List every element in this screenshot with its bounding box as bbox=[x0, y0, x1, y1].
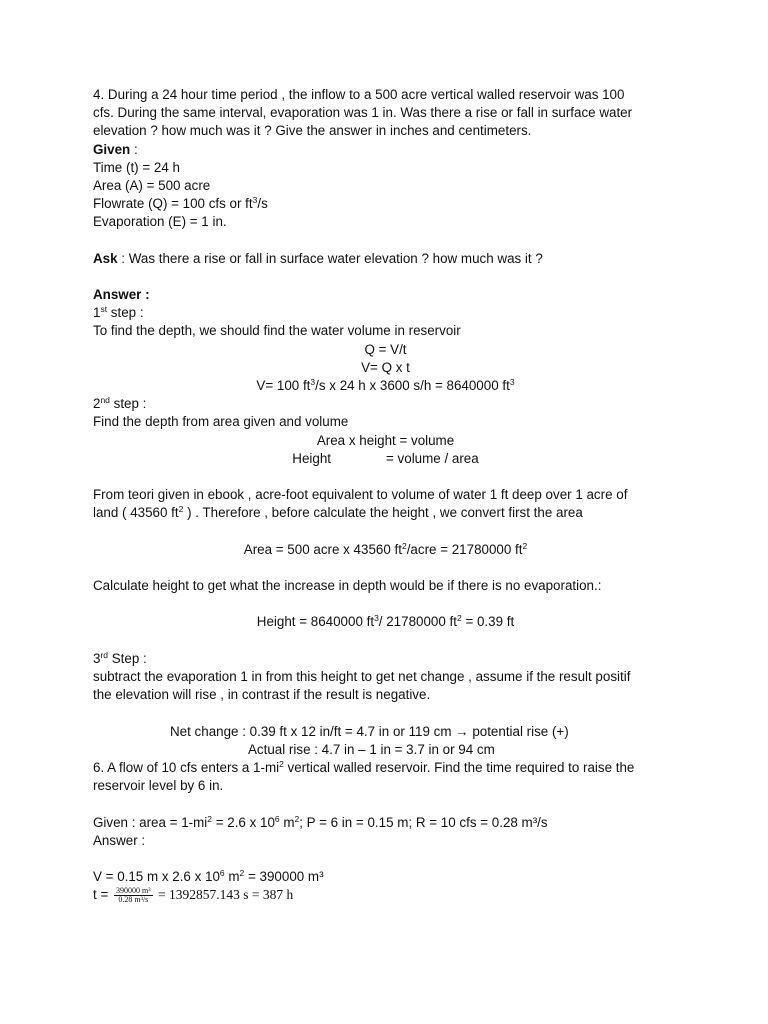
given-evaporation: Evaporation (E) = 1 in. bbox=[93, 214, 227, 230]
given-area: Area (A) = 500 acre bbox=[93, 177, 211, 193]
net-change-line: Net change : 0.39 ft x 12 in/ft = 4.7 in or 119 cm → potential rise (+) bbox=[170, 723, 569, 739]
given-time: Time (t) = 24 h bbox=[93, 159, 180, 175]
p6-question-line-2: reservoir level by 6 in. bbox=[93, 778, 224, 794]
p6-given-line: Given : area = $1-mi^2 = 2.6$ x $10^6$ $m^2$; P = 6 in = 0.15 m; R = 10 cfs = 0.28 m³/s bbox=[93, 813, 548, 830]
theory-line-1: From teori given in ebook , acre-foot equivalent to volume of water 1 ft deep over 1 acre of bbox=[93, 487, 628, 503]
given-flowrate: Flowrate (Q) = 100 cfs or $ft^3/s$ bbox=[93, 195, 268, 212]
area-equation: Area = 500 acre x 43560 $ft^2$/acre = 21780000 $ft^2$ bbox=[243, 540, 528, 557]
actual-rise-line: Actual rise : 4.7 in – 1 in = 3.7 in or 94 cm bbox=[248, 741, 495, 757]
given-heading: Given : bbox=[93, 141, 138, 157]
document-page bbox=[93, 86, 678, 904]
step1-description: To find the depth, we should find the water volume in reservoir bbox=[93, 323, 461, 339]
theory-line-2: land ( 43560 $ft^2$ ) . Therefore , before calculate the height , we convert first the area bbox=[93, 504, 583, 521]
step2-equation-2: Height = volume / area bbox=[292, 450, 479, 466]
p4-question-line-2: cfs. During the same interval, evaporation was 1 in. Was there a rise or fall in surface water bbox=[93, 105, 633, 121]
p4-question-line-1: 4. During a 24 hour time period , the inflow to a 500 acre vertical walled reservoir was 100 bbox=[93, 87, 625, 102]
step1-equation-3: V= 100 $ft^3/s$ x 24 h x 3600 s/h = 8640000 $ft^3$ bbox=[256, 377, 515, 393]
step1-heading: 1st step : bbox=[93, 304, 144, 321]
step3-heading: 3rd Step : bbox=[93, 649, 147, 666]
p6-question-line-1: 6. A flow of 10 cfs enters a $1-mi^2$ vertical walled reservoir. Find the time required to raise the bbox=[93, 758, 635, 775]
step3-description-1: subtract the evaporation 1 in from this height to get net change , assume if the result positif bbox=[93, 669, 631, 684]
height-equation: Height = 8640000 $ft^3/$ 21780000 $ft^2 = 0.39$ ft bbox=[256, 613, 515, 630]
p4-question-line-3: elevation ? how much was it ? Give the answer in inches and centimeters. bbox=[93, 123, 532, 139]
step2-description: Find the depth from area given and volume bbox=[93, 414, 349, 430]
p6-answer-heading: Answer : bbox=[93, 832, 146, 848]
p6-time-equation: t = $\frac{\text{390000 m³}}{\text{0.28 m³/s}}$ = 1392857.143 s = 387 h bbox=[93, 886, 294, 905]
step2-heading: 2nd step : bbox=[93, 395, 147, 412]
height-calc-description: Calculate height to get what the increase in depth would be if there is no evaporation.: bbox=[93, 578, 602, 594]
step1-equation-1: Q = V/t bbox=[364, 341, 407, 357]
ask-line: Ask : Was there a rise or fall in surface water elevation ? how much was it ? bbox=[93, 250, 543, 266]
step2-equation-1: Area x height = volume bbox=[316, 432, 455, 448]
p6-volume-equation: V = 0.15 m x 2.6 x $10^6$ $m^2 = 390000$ m³ bbox=[93, 868, 324, 885]
answer-heading: Answer : bbox=[93, 287, 150, 303]
step3-description-2: the elevation will rise , in contrast if the result is negative. bbox=[93, 687, 431, 703]
time-fraction: $\frac{\text{390000 m³}}{\text{0.28 m³/s}}$ bbox=[115, 886, 151, 905]
step1-equation-2: V= Q x t bbox=[361, 359, 410, 375]
